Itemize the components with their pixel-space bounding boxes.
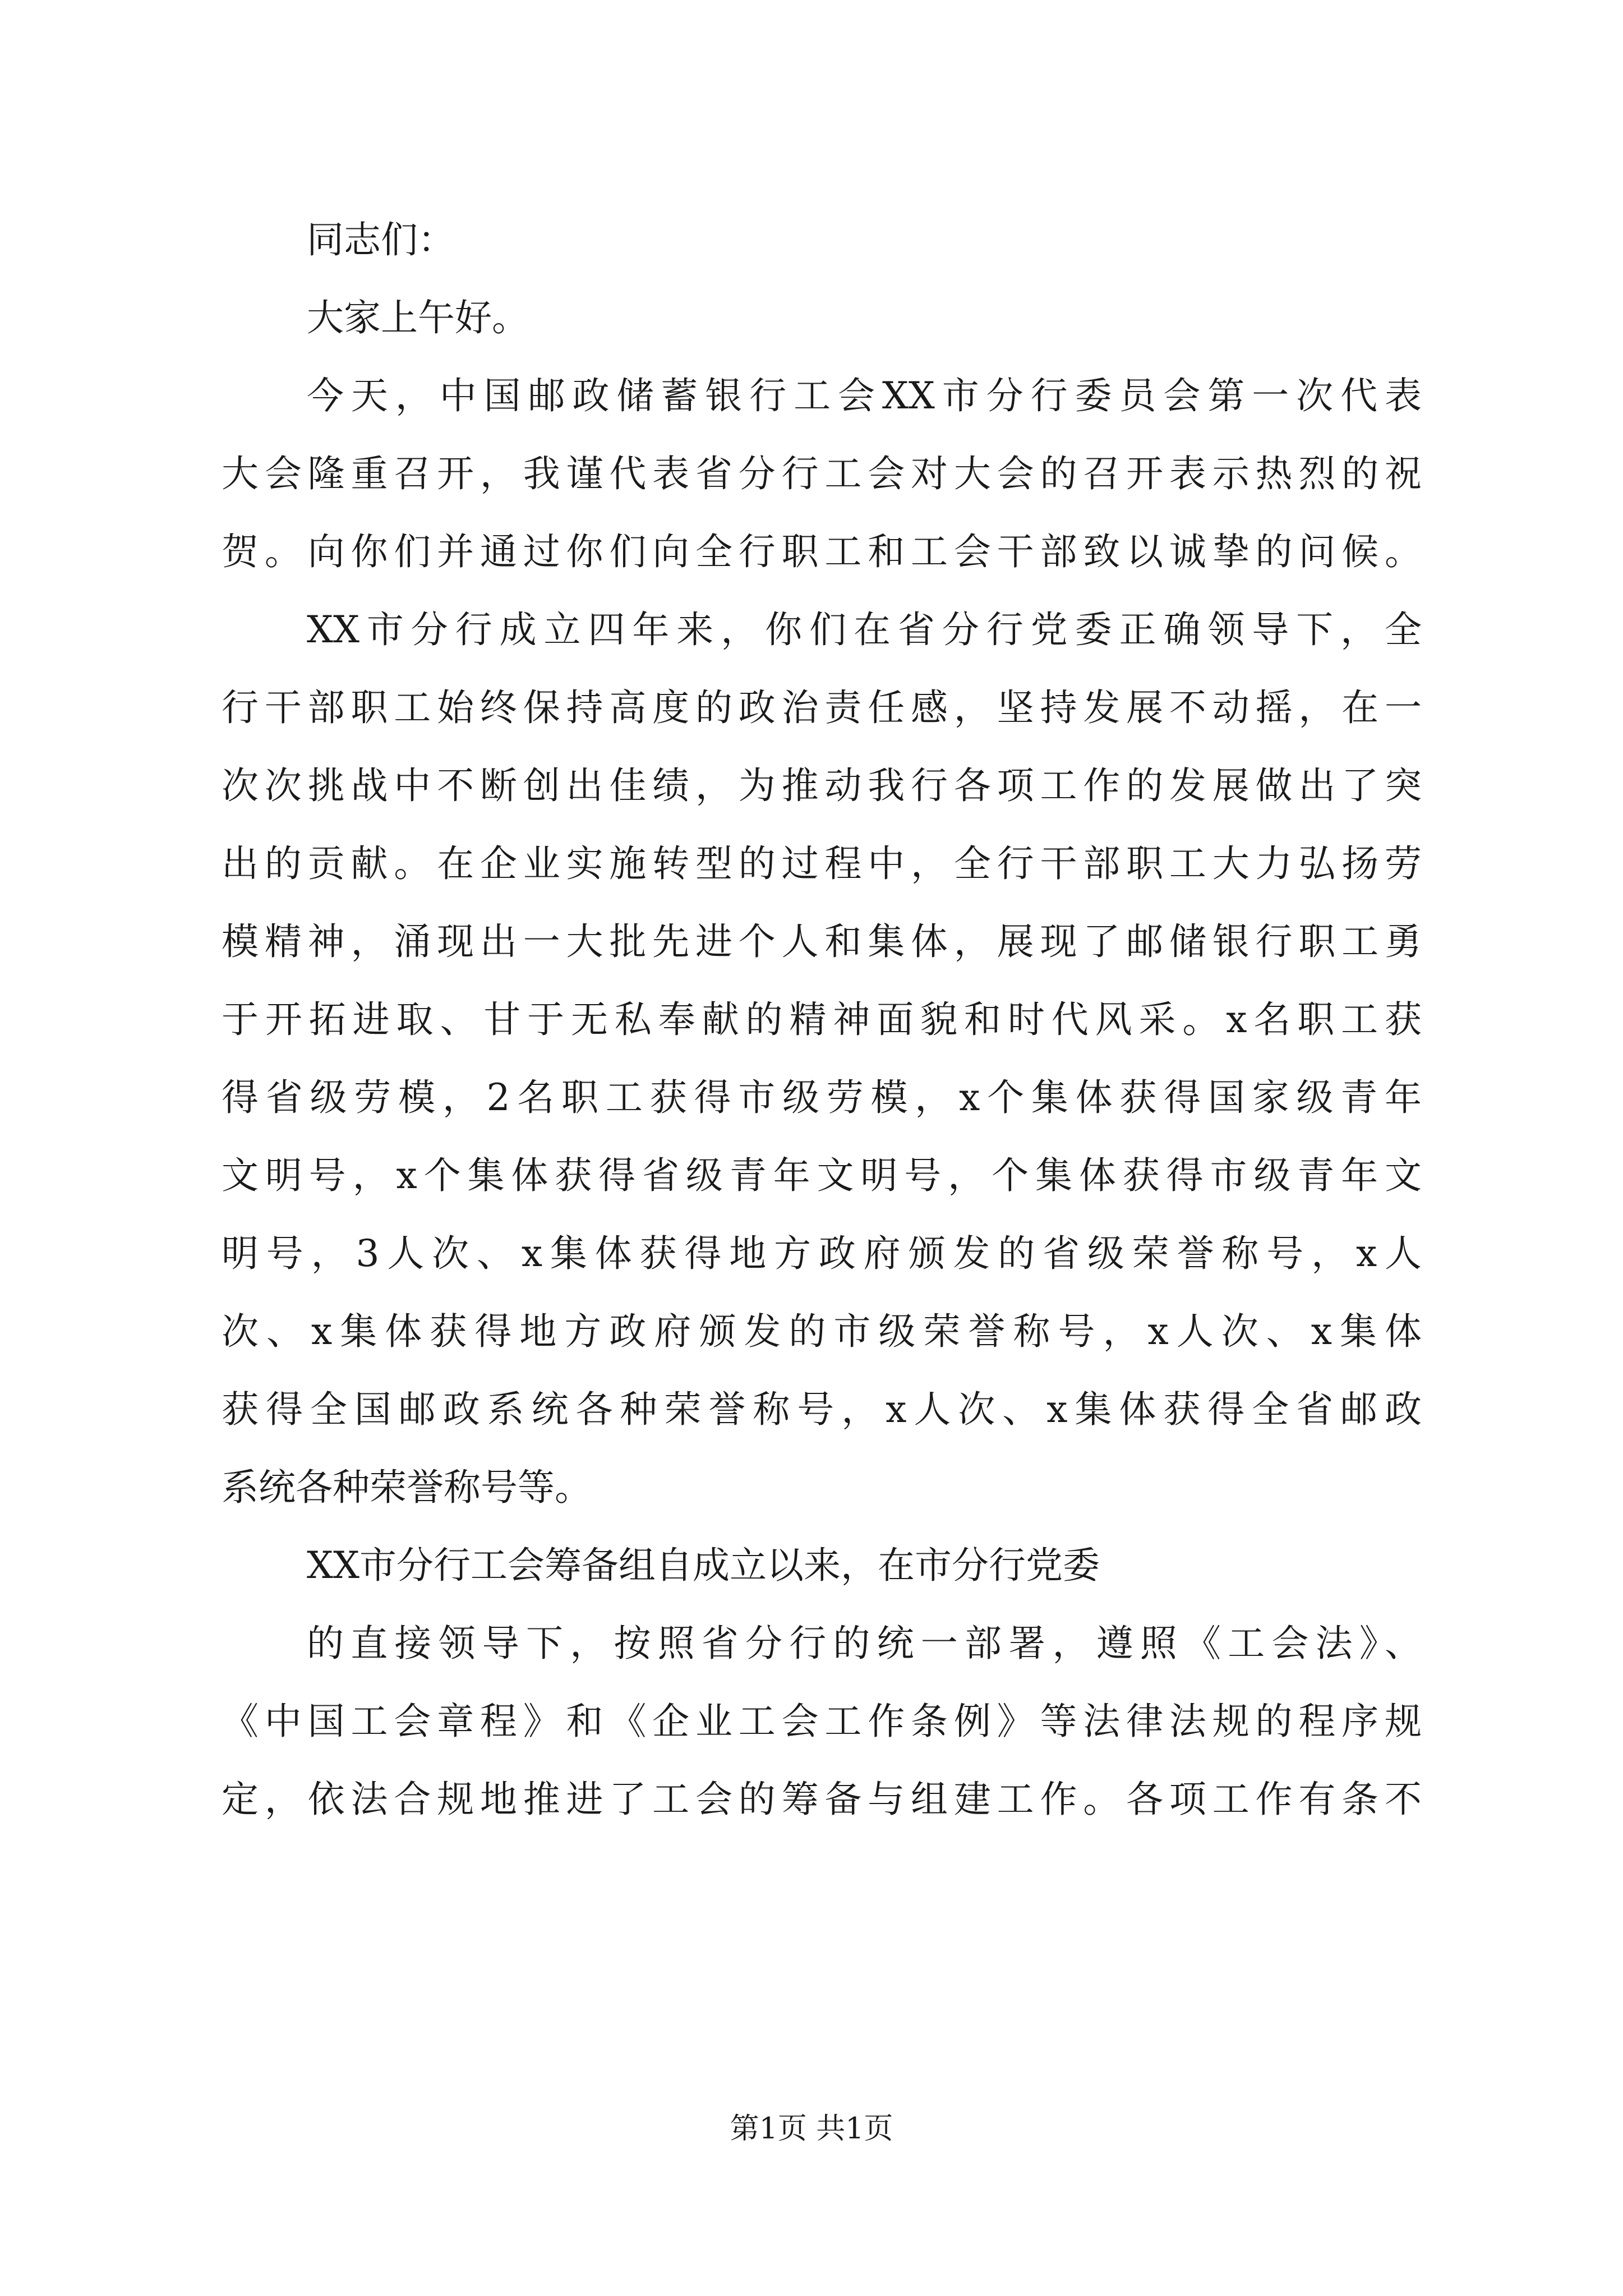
paragraph-line: 于开拓进取、甘于无私奉献的精神面貌和时代风采。x名职工获	[222, 998, 1422, 1041]
paragraph-line: 今天，中国邮政储蓄银行工会XX市分行委员会第一次代表	[307, 374, 1422, 417]
paragraph-line: XX市分行成立四年来，你们在省分行党委正确领导下，全	[307, 608, 1422, 651]
paragraph-line: 文明号，x个集体获得省级青年文明号，个集体获得市级青年文	[222, 1154, 1422, 1197]
paragraph-line: 得省级劳模，2名职工获得市级劳模，x个集体获得国家级青年	[222, 1076, 1422, 1119]
paragraph-line: 次、x集体获得地方政府颁发的市级荣誉称号，x人次、x集体	[222, 1310, 1422, 1353]
paragraph-line: 的直接领导下，按照省分行的统一部署，遵照《工会法》、	[307, 1622, 1422, 1665]
paragraph-line: 模精神，涌现出一大批先进个人和集体，展现了邮储银行职工勇	[222, 920, 1422, 963]
salutation-line: 同志们：	[307, 218, 455, 261]
paragraph-line: 次次挑战中不断创出佳绩，为推动我行各项工作的发展做出了突	[222, 764, 1422, 807]
document-body	[222, 201, 1422, 1838]
paragraph-line: 获得全国邮政系统各种荣誉称号，x人次、x集体获得全省邮政	[222, 1388, 1422, 1431]
page-number-label: 第1页 共1页	[730, 2112, 893, 2146]
paragraph-line: XX市分行工会筹备组自成立以来，在市分行党委	[307, 1544, 1100, 1587]
paragraph-line: 明号，3人次、x集体获得地方政府颁发的省级荣誉称号，x人	[222, 1232, 1422, 1275]
paragraph-line: 行干部职工始终保持高度的政治责任感，坚持发展不动摇，在一	[222, 686, 1422, 729]
greeting-line: 大家上午好。	[307, 296, 529, 339]
page-footer	[0, 2109, 1623, 2148]
paragraph-line: 贺。向你们并通过你们向全行职工和工会干部致以诚挚的问候。	[222, 530, 1422, 573]
paragraph-line: 定，依法合规地推进了工会的筹备与组建工作。各项工作有条不	[222, 1778, 1422, 1821]
paragraph-line: 出的贡献。在企业实施转型的过程中，全行干部职工大力弘扬劳	[222, 842, 1422, 885]
paragraph-line: 大会隆重召开，我谨代表省分行工会对大会的召开表示热烈的祝	[222, 452, 1422, 495]
paragraph-line: 系统各种荣誉称号等。	[222, 1466, 592, 1509]
paragraph-line: 《中国工会章程》和《企业工会工作条例》等法律法规的程序规	[222, 1700, 1422, 1743]
